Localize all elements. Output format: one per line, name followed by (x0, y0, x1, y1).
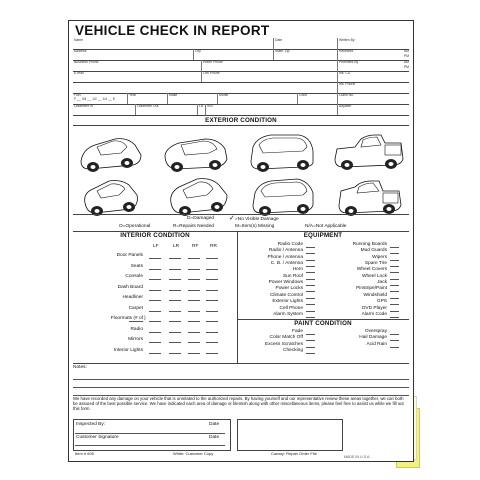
interior-item-label: Console (125, 274, 143, 279)
equipment-item-blank[interactable] (306, 253, 315, 254)
interior-item-label: Interior Lights (113, 347, 143, 353)
equipment-item-blank[interactable] (390, 317, 399, 318)
fuel-gauge-field[interactable]: Fuel F __ 3/4 __ 1/2 __ 1/4 __ E (74, 93, 116, 101)
sedan-bottom-left-drawing[interactable] (79, 173, 143, 219)
interior-check-blank[interactable] (188, 258, 200, 259)
odometer-out-field[interactable]: Odometer Out (135, 104, 199, 115)
promised-by-label: Promised By (339, 60, 359, 64)
interior-check-blank[interactable] (206, 332, 218, 333)
col-rf: RF (192, 244, 199, 249)
equipment-item-label: Power Windows (268, 280, 303, 286)
received-label: Received (339, 49, 354, 53)
equipment-item-blank[interactable] (306, 272, 315, 273)
interior-check-blank[interactable] (149, 290, 161, 291)
equipment-item-blank[interactable] (306, 304, 315, 305)
blank-line[interactable] (73, 82, 338, 93)
disclaimer-text: We have recorded any damage on your vehicle that is unrelated to the authorized repairs. By having yourself and our representative review these areas together, we can both be assured of the best possible service. We have indicated each area of damage or blemish along with other miscellaneous items, please feel free to assist us while we fill out this form. (73, 396, 404, 412)
legend-na: N/A=Not Applicable (305, 224, 347, 229)
make-field[interactable]: Make (167, 93, 219, 104)
interior-check-blank[interactable] (206, 321, 218, 322)
equipment-item-label: Pinstripe/Paint (356, 286, 387, 292)
interior-item-label: Door Panels (116, 253, 143, 258)
legend-repairs: R=Repairs Needed (173, 224, 214, 229)
equipment-item-label: GPS (376, 299, 387, 305)
interior-check-blank[interactable] (149, 300, 161, 301)
interior-check-blank[interactable] (169, 353, 181, 354)
interior-check-blank[interactable] (206, 300, 218, 301)
odometer-in-field[interactable]: Odometer In (74, 104, 93, 108)
date-field[interactable]: Date (273, 38, 339, 49)
received-pm: PM (403, 54, 409, 58)
interior-check-blank[interactable] (188, 300, 200, 301)
address-field[interactable]: Address (74, 49, 87, 53)
check-icon: ✓ (229, 215, 235, 222)
equipment-item-blank[interactable] (390, 266, 399, 267)
notes-line-2[interactable] (73, 387, 409, 388)
interior-check-blank[interactable] (188, 321, 200, 322)
form-title: VEHICLE CHECK IN REPORT (75, 23, 270, 38)
equipment-item-label: Horn (292, 267, 303, 273)
equipment-item-label: Cell Phone (279, 305, 303, 311)
equipment-heading: EQUIPMENT (303, 232, 343, 239)
equipment-item-label: Running Boards (352, 242, 387, 247)
equipment-item-label: C. B. / Antenna (270, 261, 303, 267)
col-lf: LF (153, 244, 159, 249)
equipment-item-label: Alarm System (273, 311, 303, 317)
notes-divider (73, 363, 409, 364)
name-field[interactable]: Name (74, 38, 84, 42)
interior-item-label: Seats (130, 263, 143, 269)
equipment-item-blank[interactable] (390, 311, 399, 312)
equipment-item-label: Jack (377, 280, 387, 286)
interior-condition-heading: INTERIOR CONDITION (120, 232, 190, 239)
paint-item-blank[interactable] (390, 340, 399, 341)
paint-item-blank[interactable] (306, 340, 315, 341)
fuel-label: Fuel (74, 93, 81, 97)
paint-item-label: Excess Scratches (264, 341, 303, 347)
equipment-item-blank[interactable] (390, 272, 399, 273)
customer-signature-label: Customer Signature (76, 435, 119, 440)
equipment-item-label: Climate Control (269, 292, 303, 298)
notes-line-1[interactable] (73, 379, 409, 380)
interior-check-blank[interactable] (149, 269, 161, 270)
interior-item-label: Carpet (128, 305, 143, 311)
paint-item-blank[interactable] (390, 334, 399, 335)
email-field[interactable]: E-mail (74, 71, 84, 75)
equipment-item-label: DVD Player (361, 305, 387, 311)
sedan-top-left-drawing[interactable] (75, 131, 145, 175)
legend-divider (73, 214, 409, 215)
paint-item-label: Fade (292, 329, 303, 334)
equipment-item-label: Wheel Lock (361, 273, 387, 279)
equipment-item-blank[interactable] (306, 260, 315, 261)
interior-item-label: Mirrors (128, 337, 143, 342)
interior-check-blank[interactable] (169, 311, 181, 312)
interior-check-blank[interactable] (169, 332, 181, 333)
lic-field[interactable]: Lic (197, 104, 207, 115)
notes-label: Notes: (73, 365, 87, 370)
exterior-condition-heading: EXTERIOR CONDITION (205, 117, 277, 124)
sedan-bottom-right-drawing[interactable] (165, 171, 231, 219)
floormats-count-line[interactable] (129, 321, 143, 322)
interior-check-blank[interactable] (169, 279, 181, 280)
fuel-three-quarter: 3/4 (81, 97, 87, 101)
equipment-item-blank[interactable] (306, 298, 315, 299)
interior-check-blank[interactable] (149, 342, 161, 343)
home-phone-field[interactable]: Home Phone (201, 60, 339, 71)
interior-item-label: Headliner (122, 295, 143, 300)
claim-no-field[interactable]: Claim No. (337, 93, 411, 104)
paint-item-blank[interactable] (390, 347, 399, 348)
paint-item-label: Color Match Off (269, 335, 303, 341)
received-am: AM (403, 49, 409, 53)
paint-item-label: Overspray (364, 329, 387, 334)
col-lr: LR (173, 244, 180, 249)
interior-check-blank[interactable] (169, 342, 181, 343)
equipment-item-label: Exterior Lights (272, 299, 303, 305)
equipment-item-label: Wipers (372, 254, 387, 260)
equipment-item-blank[interactable] (390, 291, 399, 292)
legend-no-damage (229, 216, 279, 223)
interior-check-blank[interactable] (169, 258, 181, 259)
interior-check-blank[interactable] (149, 353, 161, 354)
interior-check-blank[interactable] (188, 279, 200, 280)
interior-check-blank[interactable] (188, 269, 200, 270)
ins-co-field[interactable]: Ins. Co. (337, 71, 411, 82)
pickup-top-drawing[interactable] (331, 129, 407, 175)
equipment-item-label: Sun Roof (282, 273, 303, 279)
color-field[interactable]: Color (297, 93, 339, 104)
adjuster-field[interactable]: Adjuster (337, 104, 411, 115)
interior-check-blank[interactable] (188, 353, 200, 354)
interior-check-blank[interactable] (169, 321, 181, 322)
paint-item-blank[interactable] (306, 334, 315, 335)
equipment-item-blank[interactable] (306, 291, 315, 292)
received-field[interactable] (337, 49, 411, 60)
equipment-item-label: Alarm Code (361, 311, 387, 317)
paint-item-label: Checking (283, 348, 303, 354)
equipment-item-label: Windshield (363, 292, 387, 298)
pickup-bottom-drawing[interactable] (333, 171, 407, 219)
paint-item-label: Hail Damage (359, 335, 387, 341)
canary-copy-label: Canary: Repair Order File (271, 451, 317, 456)
equipment-item-blank[interactable] (306, 279, 315, 280)
interior-check-blank[interactable] (188, 311, 200, 312)
interior-check-blank[interactable] (206, 311, 218, 312)
made-in-usa: MADE IN U.S.A. (344, 455, 371, 459)
equipment-item-blank[interactable] (390, 279, 399, 280)
year-field[interactable]: Year (127, 93, 169, 104)
interior-check-blank[interactable] (169, 290, 181, 291)
paint-item-blank[interactable] (306, 347, 315, 348)
equipment-item-blank[interactable] (306, 311, 315, 312)
equipment-item-label: Radio Code (277, 242, 303, 247)
equipment-item-blank[interactable] (390, 285, 399, 286)
paint-item-label: Acid Rain (366, 341, 387, 347)
legend-missing: M=Item(s) Missing (235, 224, 275, 229)
equipment-item-label: Spare Tire (364, 261, 387, 267)
state-zip-field[interactable]: State, Zip (273, 49, 339, 60)
interior-check-blank[interactable] (169, 269, 181, 270)
inspected-by-line[interactable] (75, 433, 225, 434)
equipment-item-blank[interactable] (390, 298, 399, 299)
promised-am: AM (403, 60, 409, 64)
written-by-field[interactable]: Written By (337, 38, 411, 49)
interior-check-blank[interactable] (206, 353, 218, 354)
legend-damaged: D=Damaged (187, 216, 215, 221)
paint-item-blank[interactable] (306, 353, 315, 354)
interior-check-blank[interactable] (188, 342, 200, 343)
item-number: Item # 605 (75, 451, 94, 456)
report-form (68, 20, 414, 462)
interior-check-blank[interactable] (206, 258, 218, 259)
legend-no-damage-text: =No Visible Damage (234, 217, 279, 222)
blank-box[interactable] (237, 419, 343, 451)
equipment-item-blank[interactable] (306, 285, 315, 286)
interior-check-blank[interactable] (149, 279, 161, 280)
promised-by-field[interactable] (337, 60, 411, 71)
promised-pm: PM (403, 65, 409, 69)
equipment-item-label: Power Locks (275, 286, 303, 292)
equipment-item-label: Radio / Antenna (268, 248, 303, 254)
equipment-item-label: Wheel Covers (356, 267, 387, 273)
interior-check-blank[interactable] (206, 290, 218, 291)
interior-check-blank[interactable] (149, 321, 161, 322)
equipment-item-blank[interactable] (390, 253, 399, 254)
vin-field[interactable]: VIN (205, 104, 339, 115)
inspected-date-label: Date (209, 422, 220, 427)
minivan-top-drawing[interactable] (245, 129, 319, 175)
inspected-by-label: Inspected By: (76, 422, 106, 427)
wagon-bottom-drawing[interactable] (247, 171, 319, 219)
equipment-item-blank[interactable] (390, 260, 399, 261)
equipment-item-label: Phone / Antenna (267, 254, 303, 260)
interior-check-blank[interactable] (206, 279, 218, 280)
business-phone-field[interactable]: Business Phone (74, 60, 99, 64)
model-field[interactable]: Model (217, 93, 299, 104)
equipment-item-label: Mud Guards (360, 248, 387, 254)
legend-operational: O=Operational (119, 224, 151, 229)
interior-item-label: Floormats (# of (110, 316, 143, 321)
fuel-half: 1/2 (92, 97, 97, 101)
equipment-item-blank[interactable] (306, 247, 315, 248)
interior-check-blank[interactable] (149, 258, 161, 259)
col-rr: RR (210, 244, 217, 249)
fuel-quarter: 1/4 (102, 97, 108, 101)
equipment-item-blank[interactable] (306, 317, 315, 318)
sedan-top-right-drawing[interactable] (161, 131, 231, 175)
interior-item-label: Radio (130, 326, 143, 332)
equipment-item-blank[interactable] (306, 266, 315, 267)
exterior-divider (73, 125, 409, 126)
interior-check-blank[interactable] (149, 332, 161, 333)
floormats-close-paren: ) (144, 316, 146, 321)
header-row-7 (73, 104, 409, 116)
fuel-full: F (74, 97, 77, 101)
customer-signature-line[interactable] (75, 445, 225, 446)
interior-check-blank[interactable] (149, 311, 161, 312)
equipment-item-blank[interactable] (390, 304, 399, 305)
equipment-item-blank[interactable] (390, 247, 399, 248)
white-copy-label: White: Customer Copy (173, 451, 214, 456)
interior-item-label: Dash Board (117, 284, 143, 290)
interior-check-blank[interactable] (188, 290, 200, 291)
fuel-empty: E (112, 97, 116, 101)
interior-check-blank[interactable] (188, 332, 200, 333)
interior-check-blank[interactable] (206, 342, 218, 343)
interior-check-blank[interactable] (169, 300, 181, 301)
ins-phone-field[interactable]: Ins. Phone (337, 82, 411, 93)
city-field[interactable]: City (193, 49, 275, 60)
paint-condition-heading: PAINT CONDITION (294, 320, 352, 327)
cell-phone-field[interactable]: Cell Phone (201, 71, 339, 82)
customer-date-label: Date (209, 435, 220, 440)
interior-check-blank[interactable] (206, 269, 218, 270)
